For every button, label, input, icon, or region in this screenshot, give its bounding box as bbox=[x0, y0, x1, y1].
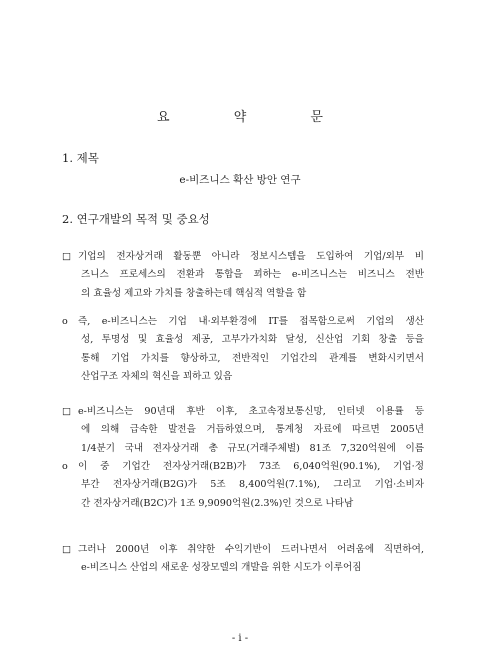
paragraph-line: 1/4분기 국내 전자상거래 총 규모(거래주체별) 81조 7,320억원에 이름 bbox=[81, 442, 424, 454]
page-number: - i - bbox=[231, 633, 249, 644]
research-subject: e-비즈니스 확산 방안 연구 bbox=[179, 174, 301, 186]
paragraph-line: 그러나 2000년 이후 취약한 수익기반이 드러나면서 어려움에 직면하여, bbox=[78, 544, 424, 555]
paragraph-3 bbox=[62, 403, 424, 458]
paragraph-2 bbox=[62, 313, 424, 387]
paragraph-line: e-비즈니스 산업의 새로운 성장모델의 개발을 위한 시도가 이루어짐 bbox=[81, 562, 362, 574]
paragraph-line: 기업의 전자상거래 활동뿐 아니라 정보시스템을 도입하여 기업/외부 비 bbox=[78, 251, 424, 262]
paragraph-line: 간 전자상거래(B2C)가 1조 9,9090억원(2.3%)인 것으로 나타남 bbox=[81, 497, 354, 509]
paragraph-line: 통해 기업 가치를 향상하고, 전반적인 기업간의 관계를 변화시키면서 bbox=[81, 352, 424, 364]
square-bullet-icon: □ bbox=[62, 251, 72, 262]
square-bullet-icon: □ bbox=[62, 544, 72, 555]
circle-bullet-icon: o bbox=[62, 316, 68, 327]
section-2-heading: 2. 연구개발의 목적 및 중요성 bbox=[62, 212, 210, 226]
paragraph-line: e-비즈니스는 90년대 후반 이후, 초고속정보통신망, 인터넷 이용률 등 bbox=[78, 406, 424, 417]
paragraph-1 bbox=[62, 248, 424, 303]
paragraph-line: 산업구조 자체의 혁신을 꾀하고 있음 bbox=[81, 371, 233, 383]
square-bullet-icon: □ bbox=[62, 406, 72, 417]
section-1-heading: 1. 제목 bbox=[62, 151, 99, 165]
paragraph-line: 성, 투명성 및 효율성 제공, 고부가가치화 달성, 신산업 기회 창출 등을 bbox=[81, 334, 424, 346]
paragraph-line: 의 효율성 제고와 가치를 창출하는데 핵심적 역할을 함 bbox=[81, 287, 307, 299]
paragraph-5 bbox=[62, 541, 424, 578]
circle-bullet-icon: o bbox=[62, 461, 68, 472]
paragraph-line: 부간 전자상거래(B2G)가 5조 8,400억원(7.1%), 그리고 기업·소비자 bbox=[81, 479, 424, 491]
document-title: 요 약 문 bbox=[157, 110, 353, 125]
paragraph-line: 이 중 기업간 전자상거래(B2B)가 73조 6,040억원(90.1%), 기업·정 bbox=[78, 461, 424, 472]
paragraph-line: 즈니스 프로세스의 전환과 통합을 꾀하는 e-비즈니스는 비즈니스 전반 bbox=[81, 269, 424, 281]
paragraph-4 bbox=[62, 458, 424, 513]
paragraph-line: 에 의해 급속한 발전을 거듭하였으며, 통계청 자료에 따르면 2005년 bbox=[81, 424, 424, 436]
paragraph-line: 즉, e-비즈니스는 기업 내·외부환경에 IT를 접목함으로써 기업의 생산 bbox=[78, 316, 424, 327]
